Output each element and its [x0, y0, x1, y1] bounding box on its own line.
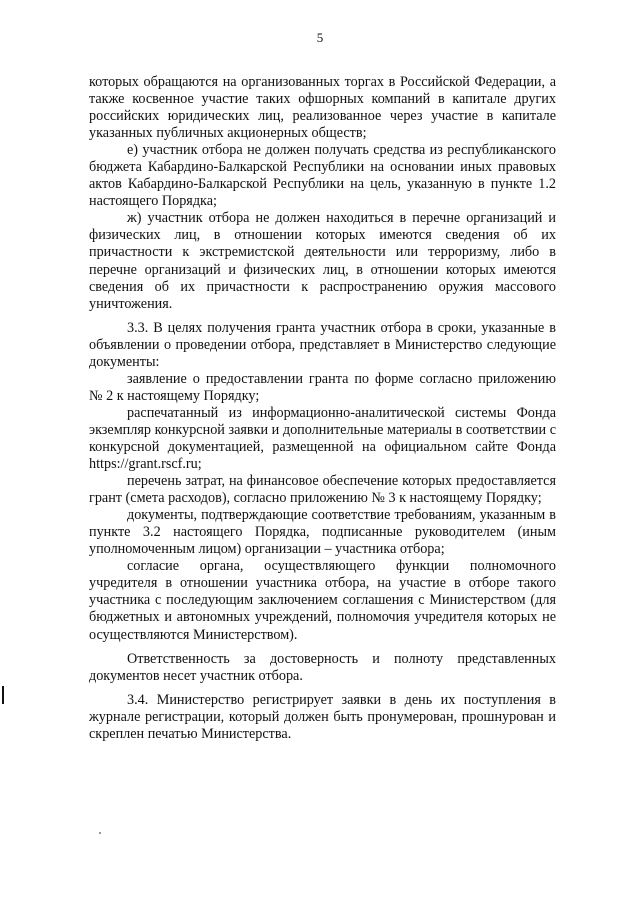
paragraph-continuation: которых обращаются на организованных торгах в Российской Федерации, а также косвенное участие таких офшорных компаний в капитале других российских юридических лиц, реализованное через участие в капитале указанных публичных акционерных обществ; — [89, 74, 556, 142]
paragraph-doc-compliance: документы, подтверждающие соответствие требованиям, указанным в пункте 3.2 настоящего Порядка, подписанные руководителем (иным уполномоченным лицом) организации – участника отбора; — [89, 507, 556, 558]
paragraph-doc-printed-application: распечатанный из информационно-аналитической системы Фонда экземпляр конкурсной заявки и дополнительные материалы в соответствии с конкурсной документацией, размещенной на официальном сайте Фонда https://grant.rscf.ru; — [89, 404, 556, 473]
paragraph-doc-founder-consent: согласие органа, осуществляющего функции полномочного учредителя в отношении участника отбора, на участие в отборе такого участника с последующим заключением соглашения с Министерством (для бюджетных и автономных учреждений, полномочия учредителя которых не осуществляются Министерством). — [89, 558, 556, 643]
paragraph-section-3-3: 3.3. В целях получения гранта участник отбора в сроки, указанные в объявлении о проведении отбора, представляет в Министерство следующие документы: — [89, 319, 556, 370]
margin-scan-mark — [2, 686, 4, 704]
document-body — [89, 74, 556, 743]
page-number: 5 — [316, 30, 324, 45]
scan-dot-mark — [99, 832, 101, 834]
paragraph-doc-application: заявление о предоставлении гранта по форме согласно приложению № 2 к настоящему Порядку; — [89, 370, 556, 404]
paragraph-item-e: е) участник отбора не должен получать средства из республиканского бюджета Кабардино-Балкарской Республики на основании иных правовых актов Кабардино-Балкарской Республики на цель, указанную в пункте 1.2 настоящего Порядка; — [89, 142, 556, 210]
paragraph-item-zh: ж) участник отбора не должен находиться в перечне организаций и физических лиц, в отношении которых имеются сведения об их причастности к экстремистской деятельности или терроризму, либо в перечне организаций и физических лиц, в отношении которых имеются сведения об их причастности к распространению оружия массового уничтожения. — [89, 210, 556, 312]
paragraph-responsibility: Ответственность за достоверность и полноту представленных документов несет участник отбора. — [89, 650, 556, 684]
paragraph-section-3-4: 3.4. Министерство регистрирует заявки в день их поступления в журнале регистрации, который должен быть пронумерован, прошнурован и скреплен печатью Министерства. — [89, 691, 556, 742]
paragraph-doc-cost-list: перечень затрат, на финансовое обеспечение которых предоставляется грант (смета расходов), согласно приложению № 3 к настоящему Порядку; — [89, 473, 556, 507]
